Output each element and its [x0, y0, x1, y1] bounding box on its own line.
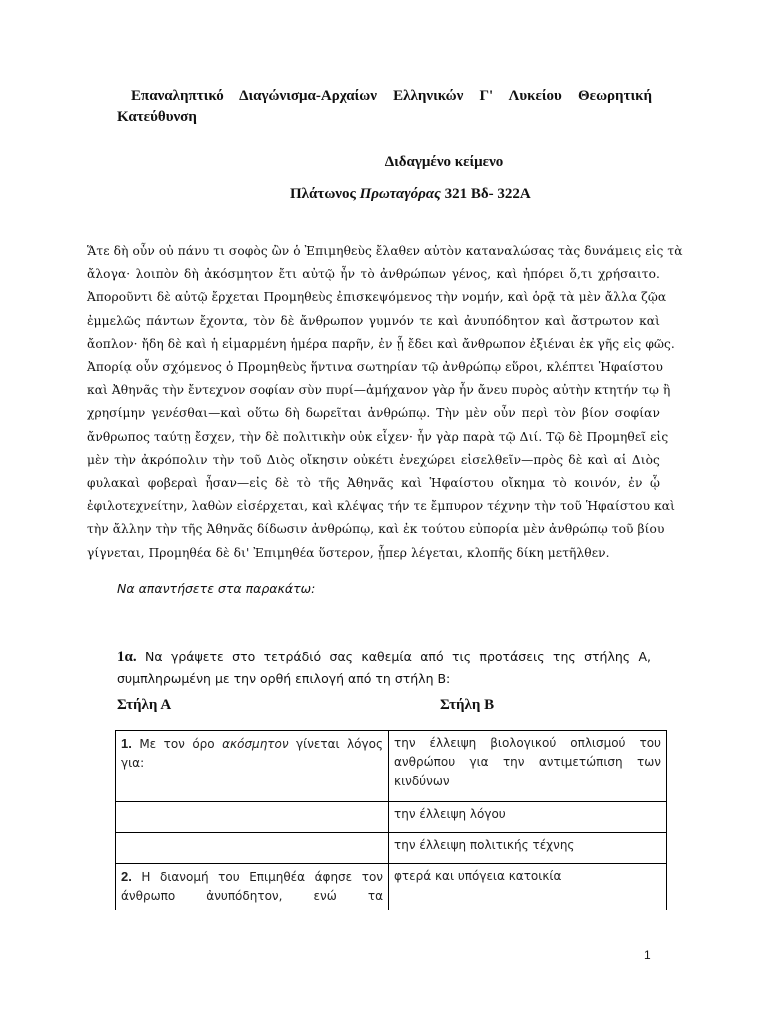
passage-line: ἐμμελῶς πάντων ἔχοντα, τὸν δὲ ἄνθρωπον γυμνόν τε καὶ ἀνυπόδητον καὶ ἄστρωτον καὶ: [87, 313, 660, 328]
item-number: 1.: [121, 736, 132, 751]
cell-a-2: [116, 864, 389, 911]
cell-term: ακόσμητον: [222, 737, 289, 751]
passage-line: μὲν τὴν ἀκρόπολιν τὴν τοῦ Διὸς οἴκησιν οὐκέτι ἐνεχώρει εἰσελθεῖν—πρὸς δὲ καὶ αἱ Διὸς: [87, 452, 660, 467]
passage-line: Ἀποροῦντι δὲ αὐτῷ ἔρχεται Προμηθεὺς ἐπισκεψόμενος τὴν νομήν, καὶ ὁρᾷ τὰ μὲν ἄλλα ζῷα: [87, 290, 667, 305]
work-title: Πρωταγόρας: [359, 186, 441, 202]
passage-line: φυλακαὶ φοβεραὶ ἦσαν—εἰς δὲ τὸ τῆς Ἀθηνᾶς καὶ Ἡφαίστου οἴκημα τὸ κοινόν, ἐν ᾧ: [87, 476, 660, 491]
question-1a: [117, 646, 651, 690]
passage-line: ἄνθρωπος ταύτῃ ἔσχεν, τὴν δὲ πολιτικὴν οὐκ εἶχεν· ἦν γὰρ παρὰ τῷ Διί. Τῷ δὲ Προμηθεῖ εἰς: [87, 429, 669, 444]
passage-line: ἄοπλον· ἤδη δὲ καὶ ἡ εἱμαρμένη ἡμέρα παρῆν, ἐν ᾗ ἔδει καὶ ἄνθρωπον ἐξιέναι ἐκ γῆς εἰς φῶς.: [87, 336, 675, 351]
cell-text: γίνεται λόγος για:: [121, 737, 383, 770]
cell-text: Η διανομή του Επιμηθέα άφησε τον άνθρωπο ἀνυπόδητον, ενώ τα: [121, 870, 383, 903]
cell-b-3: την έλλειψη πολιτικής τέχνης: [389, 833, 667, 864]
column-b-heading: Στήλη Β: [440, 697, 495, 713]
cell-b-4: φτερά και υπόγεια κατοικία: [389, 864, 667, 911]
cell-text: Με τον όρο: [139, 737, 215, 751]
section-heading: Διδαγμένο κείμενο: [384, 154, 504, 170]
matching-table: [115, 730, 667, 910]
passage-line: χρησίμην γενέσθαι—καὶ οὕτω δὴ δωρεῖται ἀνθρώπῳ. Τὴν μὲν οὖν περὶ τὸν βίον σοφίαν: [87, 406, 660, 421]
passage-line: γίγνεται, Προμηθέα δὲ δι' Ἐπιμηθέα ὕστερον, ᾗπερ λέγεται, κλοπῆς δίκη μετῆλθεν.: [87, 545, 610, 560]
question-1a-line1: [117, 646, 651, 668]
cell-a-empty: [116, 833, 389, 864]
column-a-heading: Στήλη Α: [117, 697, 172, 713]
text-reference: [290, 186, 531, 203]
ancient-greek-passage: [87, 240, 683, 565]
passage-line: Ἀπορίᾳ οὖν σχόμενος ὁ Προμηθεὺς ἥντινα σωτηρίαν τῷ ἀνθρώπῳ εὕροι, κλέπτει Ἡφαίστου: [87, 360, 664, 375]
passage-line: τὴν ἄλλην τὴν τῆς Ἀθηνᾶς δίδωσιν ἀνθρώπῳ, καὶ ἐκ τούτου εὐπορία μὲν ἀνθρώπῳ τοῦ βίου: [87, 522, 665, 537]
item-number: 2.: [121, 869, 132, 884]
question-1a-text: Να γράψετε στο τετράδιό σας καθεμία από τις προτάσεις της στήλης Α,: [145, 649, 651, 664]
cell-a-1: [116, 731, 389, 802]
exam-title-line2: Κατεύθυνση: [117, 109, 197, 125]
question-1a-line2: συμπληρωμένη με την ορθή επιλογή από τη στήλη Β:: [117, 671, 451, 686]
passage-ref: 321 Βδ- 322Α: [444, 186, 531, 202]
cell-b-1: την έλλειψη βιολογικού οπλισμού του ανθρώπου για την αντιμετώπιση των κινδύνων: [389, 731, 667, 802]
table-row: [116, 833, 667, 864]
cell-b-2: την έλλειψη λόγου: [389, 802, 667, 833]
passage-line: ἄλογα· λοιπὸν δὴ ἀκόσμητον ἔτι αὐτῷ ἦν τὸ ἀνθρώπων γένος, καὶ ἠπόρει ὅ,τι χρήσαιτο.: [87, 267, 660, 282]
table-row: [116, 864, 667, 911]
table-row: [116, 731, 667, 802]
table-row: [116, 802, 667, 833]
author-name: Πλάτωνος: [290, 186, 356, 202]
passage-line: καὶ Ἀθηνᾶς τὴν ἔντεχνον σοφίαν σὺν πυρί—ἀμήχανον γὰρ ἦν ἄνευ πυρὸς αὐτὴν κτητήν τῳ ἢ: [87, 383, 671, 398]
instruction: Να απαντήσετε στα παρακάτω:: [117, 581, 316, 596]
passage-line: ἐφιλοτεχνείτην, λαθὼν εἰσέρχεται, καὶ κλέψας τήν τε ἔμπυρον τέχνην τὴν τοῦ Ἡφαίστου καὶ: [87, 499, 675, 514]
question-number: 1α.: [117, 649, 137, 665]
exam-title: [117, 86, 652, 128]
cell-a-empty: [116, 802, 389, 833]
page-number: 1: [644, 948, 651, 962]
exam-title-line1: Επαναληπτικό Διαγώνισμα-Αρχαίων Ελληνικών Γ' Λυκείου Θεωρητική: [131, 88, 652, 104]
passage-line: Ἅτε δὴ οὖν οὐ πάνυ τι σοφὸς ὢν ὁ Ἐπιμηθεὺς ἔλαθεν αὑτὸν καταναλώσας τὰς δυνάμεις εἰς τὰ: [87, 244, 683, 258]
